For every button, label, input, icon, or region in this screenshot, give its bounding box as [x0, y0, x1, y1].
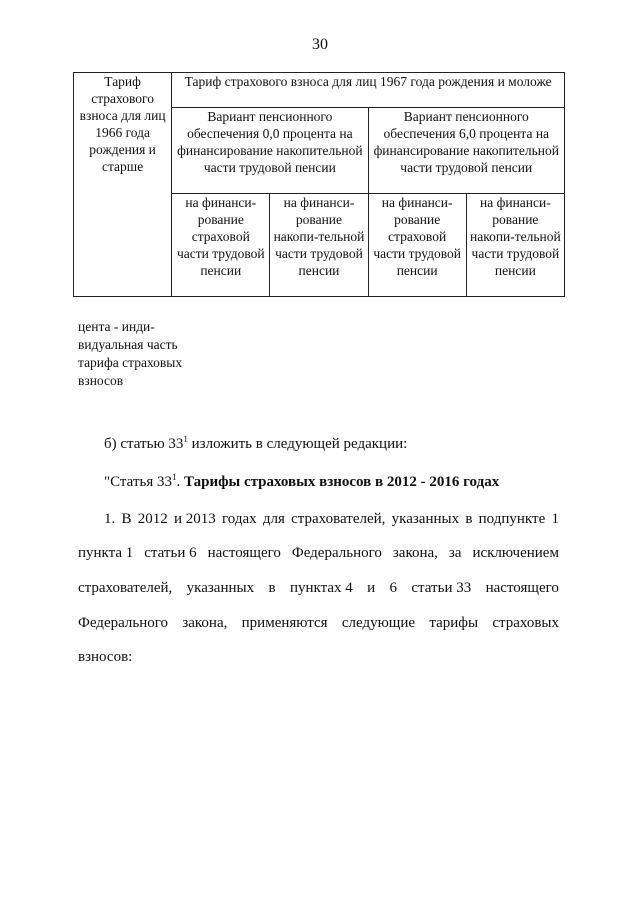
- text-word: пункта 1: [78, 545, 134, 561]
- point-1-line-1: [104, 511, 559, 528]
- text-word: статьи 6: [144, 545, 197, 561]
- text-word: страхователей,: [78, 580, 173, 596]
- text-word: и 2013: [173, 511, 216, 527]
- table-cell-funded: на финанси-рование накопи-тельной части трудовой пенсии: [466, 194, 564, 297]
- text-word: указанных: [186, 580, 255, 596]
- text-word: страхователей,: [291, 511, 386, 527]
- table-cell-insurance: на финанси-рование страховой части трудовой пенсии: [368, 194, 466, 297]
- table-left-header: Тариф страхового взноса для лиц 1966 года рождения и старше: [74, 73, 172, 297]
- table-continuation-text: цента - инди-видуальная часть тарифа страховых взносов: [78, 319, 183, 388]
- text-word: исключением: [472, 545, 559, 561]
- point-1-line-2: [78, 545, 559, 562]
- item-b: б) статью $33^1$ изложить в следующей редакции:: [104, 434, 408, 452]
- point-1-line-5: взносов:: [78, 649, 133, 665]
- text-word: тарифы: [429, 615, 479, 631]
- text-word: за: [448, 545, 462, 561]
- text-word: настоящего: [485, 580, 559, 596]
- text-word: настоящего: [207, 545, 281, 561]
- table-variant-1: Вариант пенсионного обеспечения 0,0 процента на финансирование накопительной части трудовой пенсии: [172, 108, 368, 194]
- text-word: статьи 33: [411, 580, 472, 596]
- text-word: закона,: [182, 615, 228, 631]
- text-word: Федерального: [291, 545, 382, 561]
- page-number: 30: [312, 36, 328, 53]
- table-cell-insurance: на финанси-рование страховой части трудовой пенсии: [172, 194, 270, 297]
- text-word: пунктах 4: [289, 580, 353, 596]
- text-word: страховых: [492, 615, 559, 631]
- text-word: 1: [551, 511, 559, 527]
- text-word: следующие: [341, 615, 416, 631]
- table-variant-2: Вариант пенсионного обеспечения 6,0 процента на финансирование накопительной части трудовой пенсии: [368, 108, 564, 194]
- text-word: в: [268, 580, 276, 596]
- text-word: и: [367, 580, 376, 596]
- text-word: В: [121, 511, 132, 527]
- text-word: 2012: [137, 511, 168, 527]
- point-1-line-3: [78, 580, 559, 597]
- text-word: годах: [221, 511, 257, 527]
- tariff-table: [73, 72, 565, 297]
- table-top-header: Тариф страхового взноса для лиц 1967 года рождения и моложе: [172, 73, 565, 108]
- text-word: применяются: [241, 615, 328, 631]
- article-title: Тарифы страховых взносов в 2012 - 2016 годах: [183, 474, 500, 490]
- text-word: 6: [389, 580, 398, 596]
- text-word: для: [262, 511, 285, 527]
- text-word: Федерального: [78, 615, 169, 631]
- text-word: 1.: [104, 511, 116, 527]
- point-1-line-4: [78, 615, 559, 632]
- table-cell-funded: на финанси-рование накопи-тельной части трудовой пенсии: [270, 194, 368, 297]
- text-word: закона,: [392, 545, 438, 561]
- text-word: подпункте: [478, 511, 546, 527]
- text-word: в: [465, 511, 473, 527]
- text-word: указанных: [391, 511, 460, 527]
- article-heading: "Статья $33^1$. Тарифы страховых взносов в 2012 - 2016 годах: [104, 472, 500, 490]
